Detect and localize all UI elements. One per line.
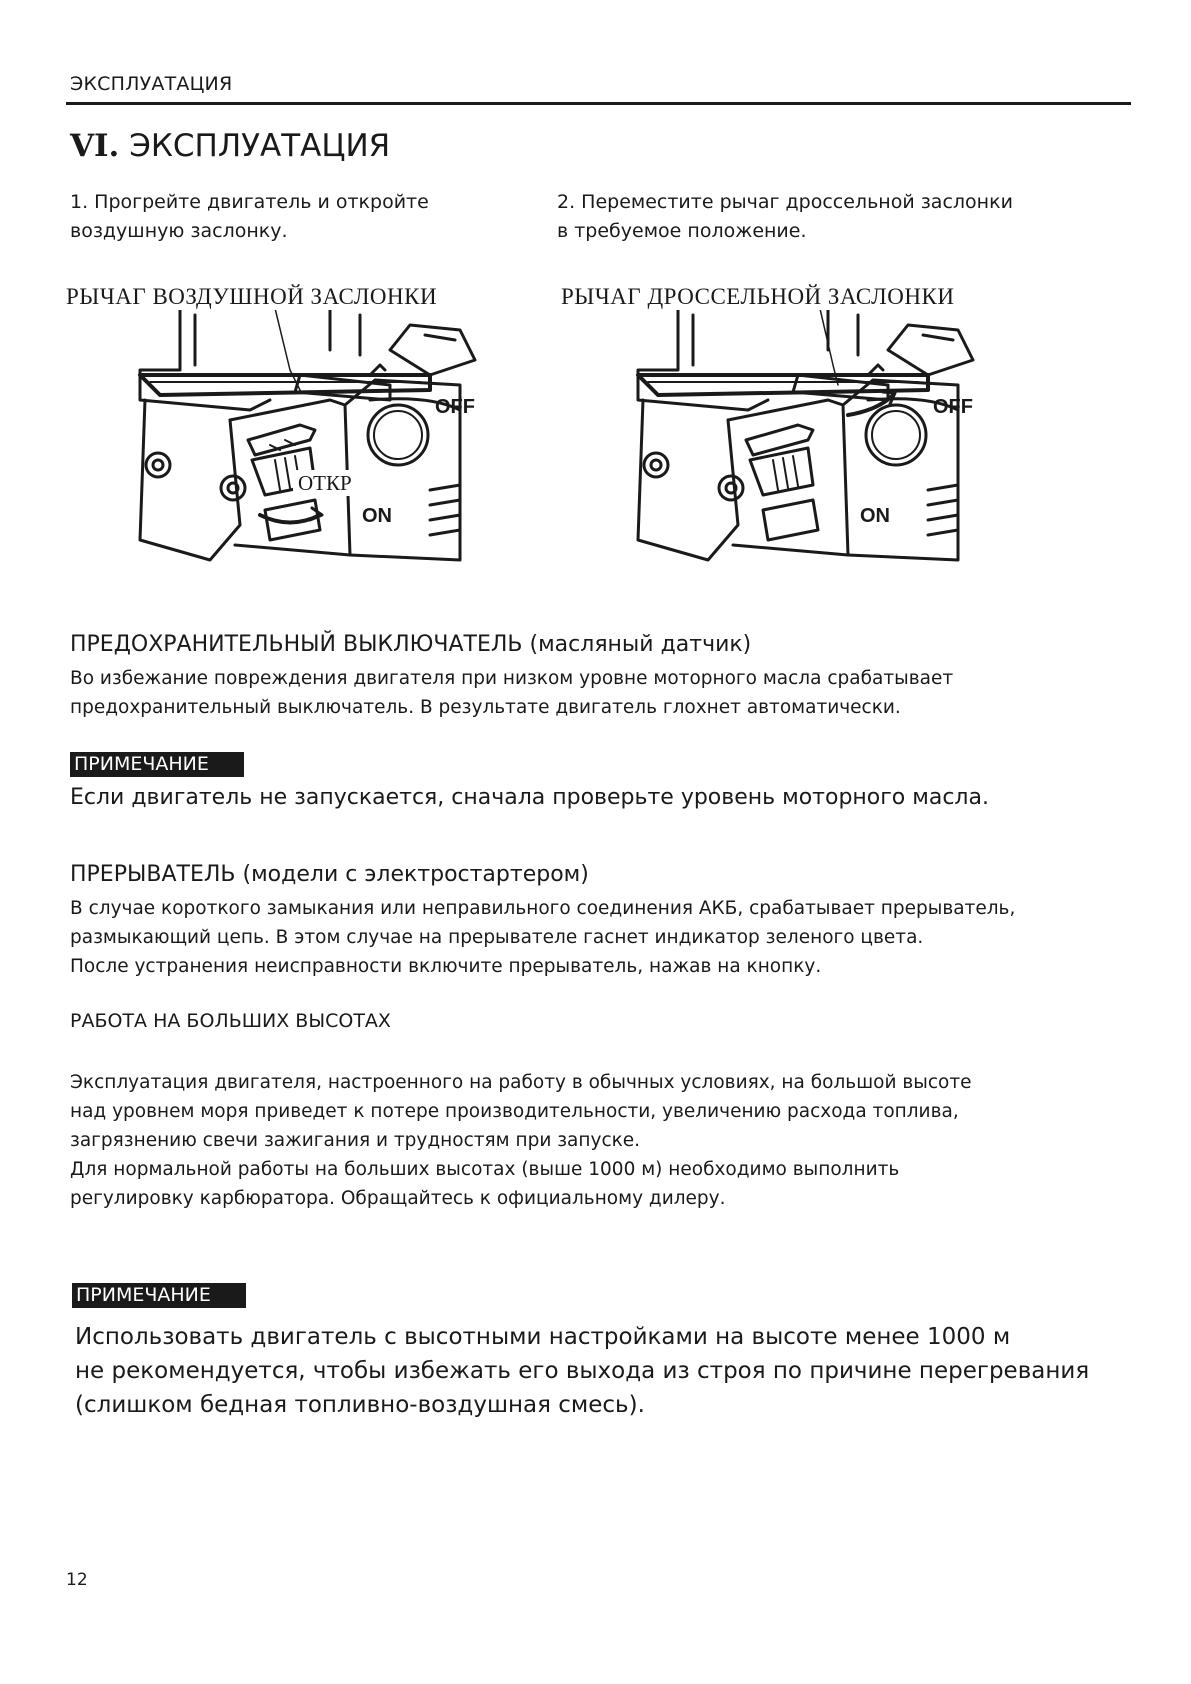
throttle-off-label: OFF bbox=[933, 396, 973, 418]
altitude-line-4: Для нормальной работы на больших высотах (выше 1000 м) необходимо выполнить bbox=[70, 1159, 900, 1180]
open-label: ОТКР bbox=[298, 471, 352, 495]
altitude-line-2: над уровнем моря приведет к потере производительности, увеличению расхода топлива, bbox=[70, 1101, 959, 1122]
step-1-instruction bbox=[70, 188, 429, 246]
safety-switch-body bbox=[70, 664, 953, 722]
breaker-line-2: размыкающий цепь. В этом случае на прерывателе гаснет индикатор зеленого цвета. bbox=[70, 927, 924, 948]
altitude-heading: РАБОТА НА БОЛЬШИХ ВЫСОТАХ bbox=[70, 1010, 391, 1032]
note-2-line-1: Использовать двигатель с высотными настройками на высоте менее 1000 м bbox=[75, 1324, 1011, 1350]
altitude-body bbox=[70, 1068, 972, 1213]
page-title bbox=[70, 128, 390, 164]
altitude-line-5: регулировку карбюратора. Обращайтесь к официальному дилеру. bbox=[70, 1188, 726, 1209]
page-number: 12 bbox=[66, 1570, 88, 1590]
step-1-line-2: воздушную заслонку. bbox=[70, 220, 288, 242]
step-2-line-1: 2. Переместите рычаг дроссельной заслонки bbox=[557, 191, 1013, 213]
altitude-line-3: загрязнению свечи зажигания и трудностям при запуске. bbox=[70, 1130, 641, 1151]
choke-off-label: OFF bbox=[435, 396, 475, 418]
throttle-lever-illustration bbox=[628, 310, 998, 570]
title-text: ЭКСПЛУАТАЦИЯ bbox=[129, 128, 391, 164]
safety-switch-heading: ПРЕДОХРАНИТЕЛЬНЫЙ ВЫКЛЮЧАТЕЛЬ (масляный датчик) bbox=[70, 632, 752, 657]
choke-on-label: ON bbox=[362, 505, 392, 527]
altitude-line-1: Эксплуатация двигателя, настроенного на работу в обычных условиях, на большой высоте bbox=[70, 1072, 972, 1093]
breaker-body bbox=[70, 894, 1015, 981]
title-numeral: VI. bbox=[70, 128, 120, 164]
safety-switch-line-1: Во избежание повреждения двигателя при низком уровне моторного масла срабатывает bbox=[70, 668, 954, 689]
safety-switch-line-2: предохранительный выключатель. В результате двигатель глохнет автоматически. bbox=[70, 697, 901, 718]
note-1-label: ПРИМЕЧАНИЕ bbox=[70, 752, 244, 777]
header-rule bbox=[66, 102, 1131, 105]
choke-lever-illustration bbox=[130, 310, 500, 570]
note-1-text: Если двигатель не запускается, сначала проверьте уровень моторного масла. bbox=[70, 785, 989, 810]
breaker-line-3: После устранения неисправности включите прерыватель, нажав на кнопку. bbox=[70, 956, 822, 977]
note-2-label: ПРИМЕЧАНИЕ bbox=[72, 1283, 246, 1308]
note-2-text bbox=[75, 1320, 1089, 1422]
note-2-line-3: (слишком бедная топливно-воздушная смесь). bbox=[75, 1392, 645, 1418]
step-2-instruction bbox=[557, 188, 1013, 246]
breaker-heading: ПРЕРЫВАТЕЛЬ (модели с электростартером) bbox=[70, 862, 589, 887]
step-1-line-1: 1. Прогрейте двигатель и откройте bbox=[70, 191, 429, 213]
breaker-line-1: В случае короткого замыкания или неправильного соединения АКБ, срабатывает прерыватель, bbox=[70, 898, 1016, 919]
throttle-lever-caption: РЫЧАГ ДРОССЕЛЬНОЙ ЗАСЛОНКИ bbox=[561, 284, 955, 309]
throttle-on-label: ON bbox=[860, 505, 890, 527]
note-2-line-2: не рекомендуется, чтобы избежать его выхода из строя по причине перегревания bbox=[75, 1358, 1090, 1384]
step-2-line-2: в требуемое положение. bbox=[557, 220, 807, 242]
choke-lever-caption: РЫЧАГ ВОЗДУШНОЙ ЗАСЛОНКИ bbox=[66, 284, 438, 309]
running-header: ЭКСПЛУАТАЦИЯ bbox=[70, 73, 233, 95]
